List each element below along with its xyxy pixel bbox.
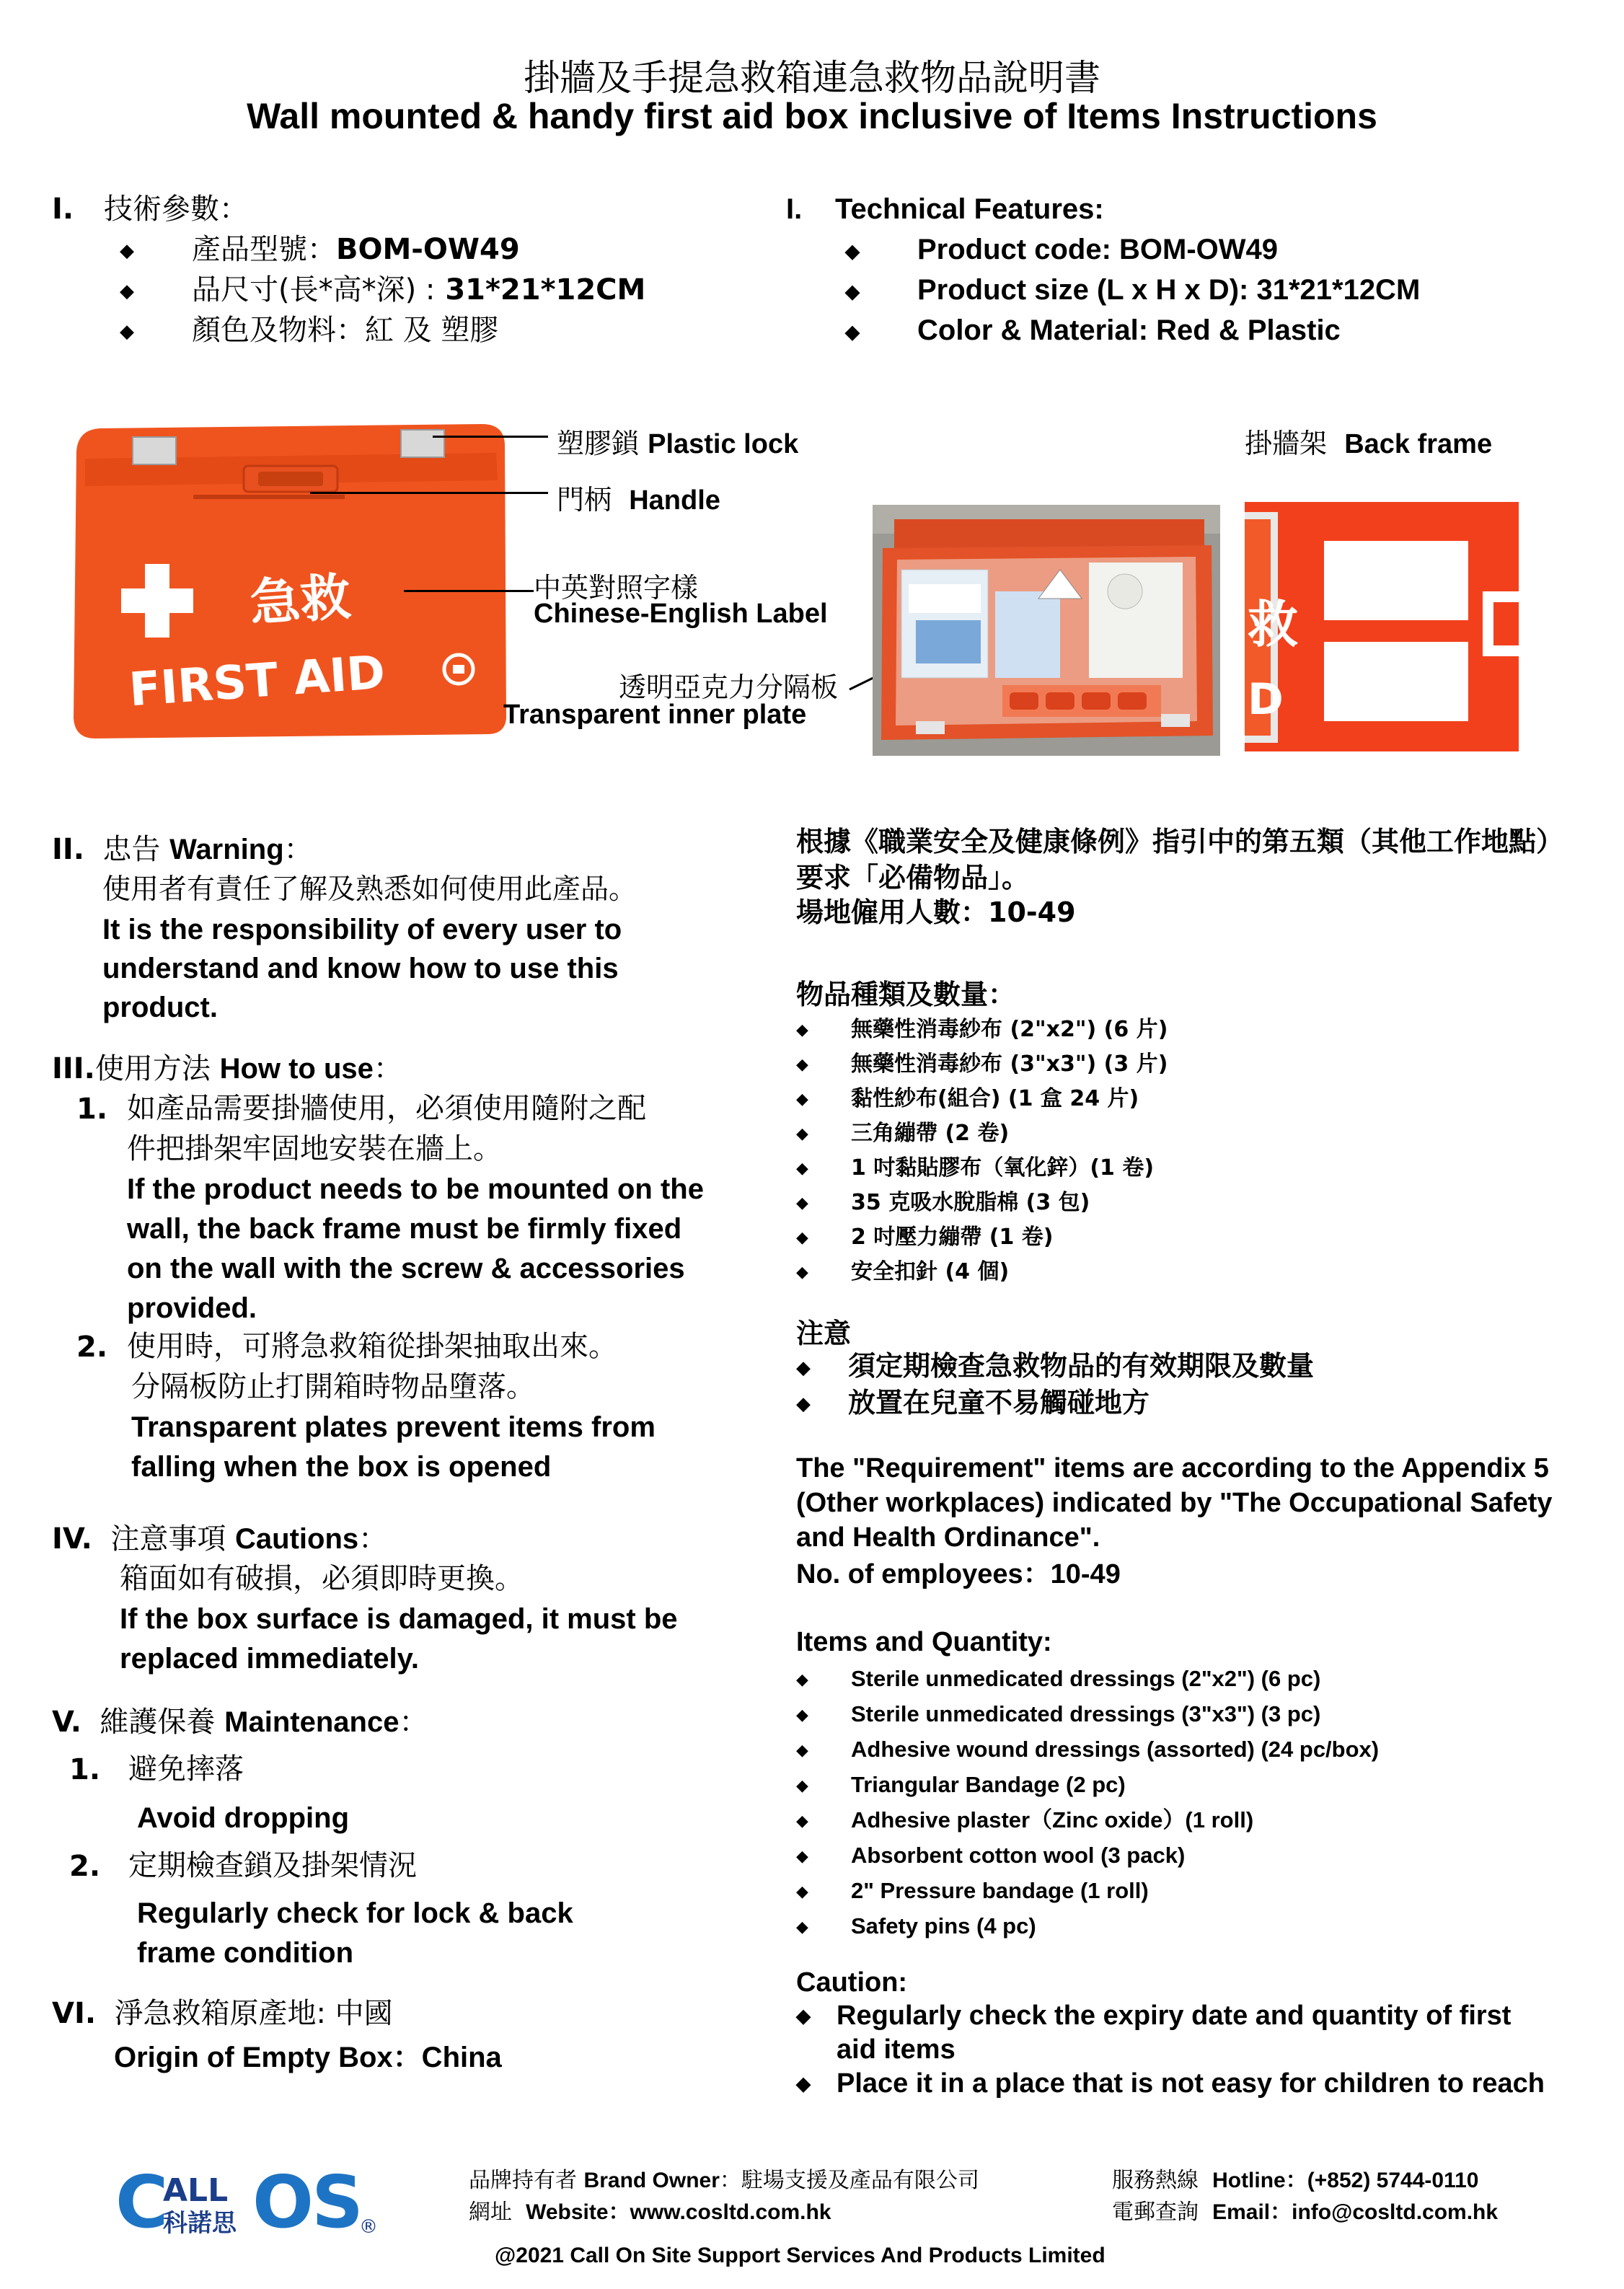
list-item: ◆ Adhesive plaster（Zinc oxide）(1 roll) — [796, 1803, 1379, 1838]
logo-zh: 科諾思 — [163, 2209, 237, 2238]
right-en-items-list — [796, 1662, 1379, 1944]
svg-text:救: 救 — [1248, 595, 1298, 654]
howto-step-zh: 使用時，可將急救箱從掛架抽取出來。 — [127, 1330, 617, 1363]
leader-line-handle — [310, 492, 548, 494]
cautions-en: If the box surface is damaged, it must be replaced immediately. — [120, 1603, 678, 1675]
list-item: ◆ 2" Pressure bandage (1 roll) — [796, 1874, 1379, 1909]
list-item: ◆ 黏性紗布(組合) (1 盒 24 片) — [796, 1082, 1168, 1116]
list-item: ◆ 2 吋壓力繃帶 (1 卷) — [796, 1220, 1168, 1255]
diamond-bullet-icon: ◆ — [796, 1777, 808, 1795]
back-frame-image — [1245, 498, 1523, 756]
list-item: ◆ Adhesive wound dressings (assorted) (24 pc/box) — [796, 1732, 1379, 1768]
maintenance-heading: V. 維護保養 Maintenance： — [52, 1706, 428, 1739]
footer-email: 電郵查詢 Email：info@cosltd.com.hk — [1112, 2200, 1499, 2225]
maintenance-zh: 定期檢查鎖及掛架情況 — [128, 1849, 417, 1882]
tech-en-item: ◆ Product size (L x H x D): 31*21*12CM — [845, 270, 1420, 312]
maintenance-number: 1. — [69, 1753, 101, 1786]
callos-logo — [115, 2161, 404, 2240]
leader-line-label — [404, 590, 534, 592]
howto-step-zh: 如產品需要掛牆使用，必須使用隨附之配 — [127, 1092, 646, 1125]
list-item: ◆ Sterile unmedicated dressings (2"x2") (6 pc) — [796, 1662, 1379, 1697]
diamond-bullet-icon: ◆ — [120, 281, 134, 302]
right-zh-items-heading: 物品種類及數量： — [796, 979, 1016, 1010]
list-item: ◆ Sterile unmedicated dressings (3"x3") (3 pc) — [796, 1697, 1379, 1732]
title-en: Wall mounted & handy first aid box inclusive of Items Instructions — [247, 96, 1377, 136]
list-item: ◆ 三角繃帶 (2 卷) — [796, 1116, 1168, 1151]
origin-heading: VI. 淨急救箱原產地: 中國 — [52, 1997, 393, 2030]
svg-text:D: D — [1248, 674, 1284, 725]
tech-zh-heading: I. 技術參數： — [52, 193, 248, 226]
diamond-bullet-icon: ◆ — [796, 1125, 808, 1143]
box-first-aid-text: FIRST AID — [127, 645, 387, 718]
diamond-bullet-icon: ◆ — [796, 1812, 808, 1830]
footer-copyright: @2021 Call On Site Support Services And Products Limited — [495, 2244, 1106, 2267]
diamond-bullet-icon: ◆ — [796, 1021, 808, 1039]
footer-hotline: 服務熱線 Hotline：(+852) 5744-0110 — [1112, 2168, 1479, 2193]
svg-text:C: C — [115, 2161, 169, 2240]
list-item: ◆ 無藥性消毒紗布 (2"x2") (6 片) — [796, 1013, 1168, 1047]
maintenance-zh: 避免摔落 — [128, 1752, 244, 1786]
list-item: ◆ 無藥性消毒紗布 (3"x3") (3 片) — [796, 1047, 1168, 1082]
back-frame-illustration — [1245, 498, 1523, 756]
diamond-bullet-icon: ◆ — [796, 2073, 811, 2094]
svg-text:S: S — [312, 2161, 364, 2240]
list-item: ◆ 安全扣針 (4 個) — [796, 1255, 1168, 1289]
diamond-bullet-icon: ◆ — [845, 240, 860, 263]
howto-step-number: 1. — [76, 1093, 108, 1126]
label-ce-en: Chinese-English Label — [534, 599, 828, 629]
list-item: ◆ 35 克吸水脫脂棉 (3 包) — [796, 1186, 1168, 1220]
howto-step-en: Transparent plates prevent items from falling when the box is opened — [131, 1411, 656, 1483]
diamond-bullet-icon: ◆ — [796, 1706, 808, 1724]
box-cross-text: 急救 — [247, 567, 353, 633]
label-handle: 門柄 Handle — [557, 484, 720, 516]
footer-brand-owner: 品牌持有者 Brand Owner：駐場支援及產品有限公司 — [469, 2168, 979, 2193]
diamond-bullet-icon: ◆ — [796, 1357, 811, 1379]
tech-en-heading: I. Technical Features: — [786, 193, 1104, 225]
diamond-bullet-icon: ◆ — [120, 321, 134, 343]
diamond-bullet-icon: ◆ — [796, 1056, 808, 1074]
warning-en: It is the responsibility of every user to understand and know how to use this product. — [102, 914, 622, 1023]
origin-en: Origin of Empty Box：China — [114, 2042, 502, 2073]
tech-zh-item: ◆ 品尺寸(長*高*深) : 31*21*12CM — [120, 270, 645, 312]
right-zh-para: 根據《職業安全及健康條例》指引中的第五類（其他工作地點）要求「必備物品」。 — [796, 826, 1564, 894]
tech-en-item: ◆ Color & Material: Red & Plastic — [845, 310, 1341, 352]
maintenance-en: Regularly check for lock & back frame condition — [137, 1897, 573, 1969]
tech-zh-heading-text: 技術參數： — [104, 193, 248, 226]
inner-box-image — [873, 505, 1220, 756]
diamond-bullet-icon: ◆ — [796, 1671, 808, 1689]
label-inner-plate-zh: 透明亞克力分隔板 — [619, 671, 839, 703]
list-item: ◆ Safety pins (4 pc) — [796, 1909, 1379, 1944]
label-inner-plate-en: Transparent inner plate — [503, 700, 807, 730]
list-item: ◆ 須定期檢查急救物品的有效期限及數量 — [796, 1349, 1314, 1385]
label-back-frame: 掛牆架 Back frame — [1245, 428, 1493, 459]
right-zh-employees: 場地僱用人數：10-49 — [796, 896, 1076, 928]
diamond-bullet-icon: ◆ — [796, 2005, 811, 2026]
howto-step-en: If the product needs to be mounted on the wall, the back frame must be firmly fixed on the wall with the screw & accessories provided. — [127, 1173, 704, 1324]
diamond-bullet-icon: ◆ — [845, 321, 860, 343]
list-item: ◆ Place it in a place that is not easy for children to reach — [796, 2067, 1553, 2101]
right-en-cautions — [796, 1999, 1553, 2101]
diamond-bullet-icon: ◆ — [796, 1393, 811, 1415]
leader-line-lock — [433, 436, 548, 438]
footer-website: 網址 Website：www.cosltd.com.hk — [469, 2200, 831, 2225]
label-ce-zh: 中英對照字樣 — [534, 572, 699, 604]
list-item: ◆ 放置在兒童不易觸碰地方 — [796, 1385, 1314, 1422]
tech-zh-item: ◆ 顏色及物料：紅 及 塑膠 — [120, 310, 498, 352]
first-aid-box-image — [63, 408, 518, 747]
diamond-bullet-icon: ◆ — [796, 1883, 808, 1901]
diamond-bullet-icon: ◆ — [796, 1848, 808, 1866]
diamond-bullet-icon: ◆ — [796, 1229, 808, 1247]
cautions-zh: 箱面如有破損，必須即時更換。 — [120, 1562, 524, 1595]
right-en-para: The "Requirement" items are according to the Appendix 5 (Other workplaces) indicated by "The Occupational Safety and Health Ordinance". — [796, 1453, 1553, 1553]
maintenance-en: Avoid dropping — [137, 1802, 350, 1834]
diamond-bullet-icon: ◆ — [845, 281, 860, 303]
warning-heading: II. 忠告 Warning： — [52, 833, 313, 866]
label-plastic-lock: 塑膠鎖 Plastic lock — [557, 428, 799, 459]
right-zh-caution-heading: 注意 — [796, 1318, 852, 1349]
howto-step-zh: 分隔板防止打開箱時物品墮落。 — [131, 1370, 535, 1403]
inner-box-illustration — [873, 505, 1220, 756]
right-en-items-heading: Items and Quantity: — [796, 1627, 1052, 1657]
diamond-bullet-icon: ◆ — [796, 1160, 808, 1178]
right-en-employees: No. of employees：10-49 — [796, 1559, 1121, 1589]
cautions-heading: IV. 注意事項 Cautions： — [52, 1522, 388, 1556]
howto-step-number: 2. — [76, 1331, 108, 1364]
list-item: ◆ Absorbent cotton wool (3 pack) — [796, 1838, 1379, 1874]
diamond-bullet-icon: ◆ — [796, 1742, 808, 1760]
list-item: ◆ 1 吋黏貼膠布（氧化鋅）(1 卷) — [796, 1151, 1168, 1186]
callos-logo-mark — [115, 2161, 404, 2240]
maintenance-number: 2. — [69, 1850, 101, 1883]
tech-en-item: ◆ Product code: BOM-OW49 — [845, 229, 1278, 271]
first-aid-box-illustration — [63, 408, 518, 747]
tech-zh-item: ◆ 產品型號：BOM-OW49 — [120, 229, 520, 271]
logo-reg: ® — [359, 2216, 378, 2238]
right-en-caution-heading: Caution: — [796, 1967, 908, 1998]
diamond-bullet-icon: ◆ — [796, 1194, 808, 1212]
svg-text:ALL: ALL — [163, 2172, 229, 2209]
diamond-bullet-icon: ◆ — [796, 1263, 808, 1282]
list-item: ◆ Regularly check the expiry date and quantity of first aid items — [796, 1999, 1553, 2067]
title-zh: 掛牆及手提急救箱連急救物品說明書 — [524, 57, 1100, 99]
warning-zh: 使用者有責任了解及熟悉如何使用此產品。 — [102, 873, 637, 906]
diamond-bullet-icon: ◆ — [120, 240, 134, 262]
right-zh-cautions — [796, 1349, 1314, 1421]
right-zh-items-list — [796, 1013, 1168, 1289]
svg-text:O: O — [252, 2161, 314, 2240]
diamond-bullet-icon: ◆ — [796, 1918, 808, 1936]
list-item: ◆ Triangular Bandage (2 pc) — [796, 1768, 1379, 1803]
howto-step-zh: 件把掛架牢固地安裝在牆上。 — [127, 1132, 502, 1165]
diamond-bullet-icon: ◆ — [796, 1090, 808, 1108]
howto-heading: III.使用方法 How to use： — [52, 1052, 402, 1085]
